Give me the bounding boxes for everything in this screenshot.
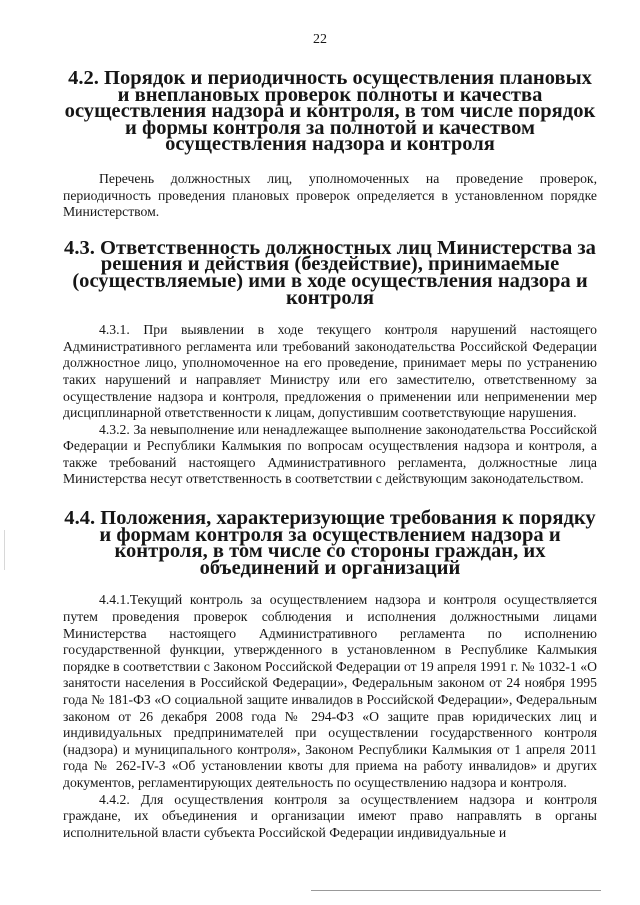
section-heading-4-2: 4.2. Порядок и периодичность осуществления плановых и внеплановых проверок полноты и качества осуществления надзора и контроля, в том числе порядок и формы контроля за полнотой и качеством осуществления надзора и контроля xyxy=(64,67,596,156)
paragraph-4-3-2: 4.3.2. За невыполнение или ненадлежащее выполнение законодательства Российской Федерации и Республики Калмыкия по вопросам осуществления надзора и контроля, а также требований настоящего Административного регламента, должностные лица Министерства несут ответственность в соответствии с действующим законодательством. xyxy=(63,421,597,487)
section-heading-4-3: 4.3. Ответственность должностных лиц Министерства за решения и действия (бездействие), принимаемые (осуществляемые) ими в ходе осуществления надзора и контроля xyxy=(64,236,596,309)
document-body xyxy=(63,67,597,841)
paragraph-4-2: Перечень должностных лиц, уполномоченных на проведение проверок, периодичность проведения плановых проверок определяется в установленном порядке Министерством. xyxy=(63,170,597,220)
section-heading-4-4: 4.4. Положения, характеризующие требования к порядку и формам контроля за осуществлением надзора и контроля, в том числе со стороны граждан, их объединений и организаций xyxy=(64,507,596,579)
scan-bottom-line xyxy=(311,890,601,891)
paragraph-4-4-2: 4.4.2. Для осуществления контроля за осуществлением надзора и контроля граждане, их объединения и организации имеют право направлять в органы исполнительной власти субъекта Российской Федерации индивидуальные и xyxy=(63,791,597,840)
paragraph-4-4-1: 4.4.1.Текущий контроль за осуществлением надзора и контроля осуществляется путем проведения проверок соблюдения и исполнения должностными лицами Министерства настоящего Административного регламента по исполнению государственной функции, утвержденного в установленном в Республике Калмыкия порядке в соответствии с Законом Российской Федерации от 19 апреля 1991 г. № 1032-1 «О занятости населения в Российской Федерации», Федеральным законом от 24 ноября 1995 года № 181-ФЗ «О социальной защите инвалидов в Российской Федерации», Федеральным законом от 26 декабря 2008 года № 294-ФЗ «О защите прав юридических лиц и индивидуальных предпринимателей при осуществлении государственного контроля (надзора) и муниципального контроля», Законом Республики Калмыкия от 1 апреля 2011 года № 262-IV-З «Об установлении квоты для приема на работу инвалидов» и других документов, регламентирующих деятельность по осуществлению надзора и контроля. xyxy=(63,592,597,790)
paragraph-4-3-1: 4.3.1. При выявлении в ходе текущего контроля нарушений настоящего Административного регламента или требований законодательства Российской Федерации должностное лицо, уполномоченное на его проведение, принимает меры по устранению таких нарушений и направляет Министру или его заместителю, ответственному за осуществление надзора и контроля, предложения о применении или неприменении мер дисциплинарной ответственности к лицам, допустившим соответствующие нарушения. xyxy=(63,322,597,421)
scan-edge-mark xyxy=(4,530,5,570)
page-number: 22 xyxy=(313,32,327,47)
